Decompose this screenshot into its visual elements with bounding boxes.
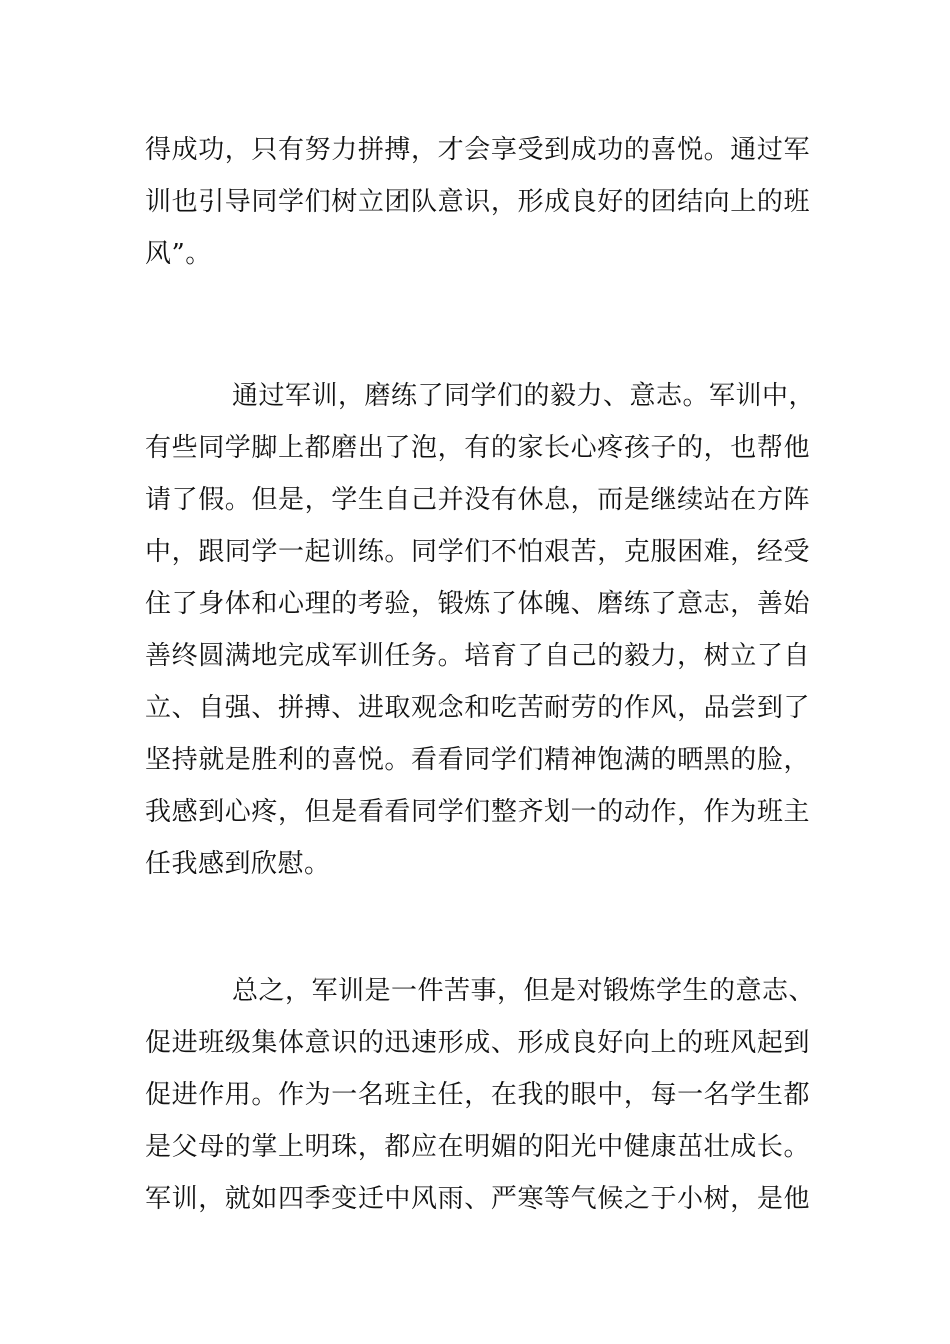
paragraph-line: 促进作用。作为一名班主任，在我的眼中，每一名学生都 bbox=[145, 1080, 810, 1110]
paragraph-1 bbox=[145, 124, 810, 280]
paragraph-3 bbox=[145, 965, 816, 1225]
paragraph-line: 住了身体和心理的考验，锻炼了体魄、磨练了意志，善始 bbox=[145, 589, 810, 619]
paragraph-line: 军训，就如四季变迁中风雨、严寒等气候之于小树，是他 bbox=[145, 1184, 810, 1214]
paragraph-line: 得成功，只有努力拼搏，才会享受到成功的喜悦。通过军 bbox=[145, 135, 810, 165]
paragraph-line: 立、自强、拼搏、进取观念和吃苦耐劳的作风，品尝到了 bbox=[145, 693, 810, 723]
paragraph-line: 我感到心疼，但是看看同学们整齐划一的动作，作为班主 bbox=[145, 797, 810, 827]
paragraph-line: 坚持就是胜利的喜悦。看看同学们精神饱满的晒黑的脸， bbox=[145, 745, 810, 775]
paragraph-line: 请了假。但是，学生自己并没有休息，而是继续站在方阵 bbox=[145, 485, 810, 515]
paragraph-line: 善终圆满地完成军训任务。培育了自己的毅力，树立了自 bbox=[145, 641, 810, 671]
paragraph-line: 总之，军训是一件苦事，但是对锻炼学生的意志、 bbox=[232, 976, 816, 1006]
paragraph-line: 训也引导同学们树立团队意识，形成良好的团结向上的班 bbox=[145, 187, 810, 217]
paragraph-2 bbox=[145, 370, 816, 890]
paragraph-line: 风”。 bbox=[145, 239, 212, 269]
paragraph-line: 任我感到欣慰。 bbox=[145, 849, 331, 879]
paragraph-line: 是父母的掌上明珠，都应在明媚的阳光中健康茁壮成长。 bbox=[145, 1132, 810, 1162]
paragraph-line: 通过军训，磨练了同学们的毅力、意志。军训中， bbox=[232, 381, 816, 411]
paragraph-line: 有些同学脚上都磨出了泡，有的家长心疼孩子的，也帮他 bbox=[145, 433, 810, 463]
paragraph-line: 促进班级集体意识的迅速形成、形成良好向上的班风起到 bbox=[145, 1028, 810, 1058]
paragraph-line: 中，跟同学一起训练。同学们不怕艰苦，克服困难，经受 bbox=[145, 537, 810, 567]
